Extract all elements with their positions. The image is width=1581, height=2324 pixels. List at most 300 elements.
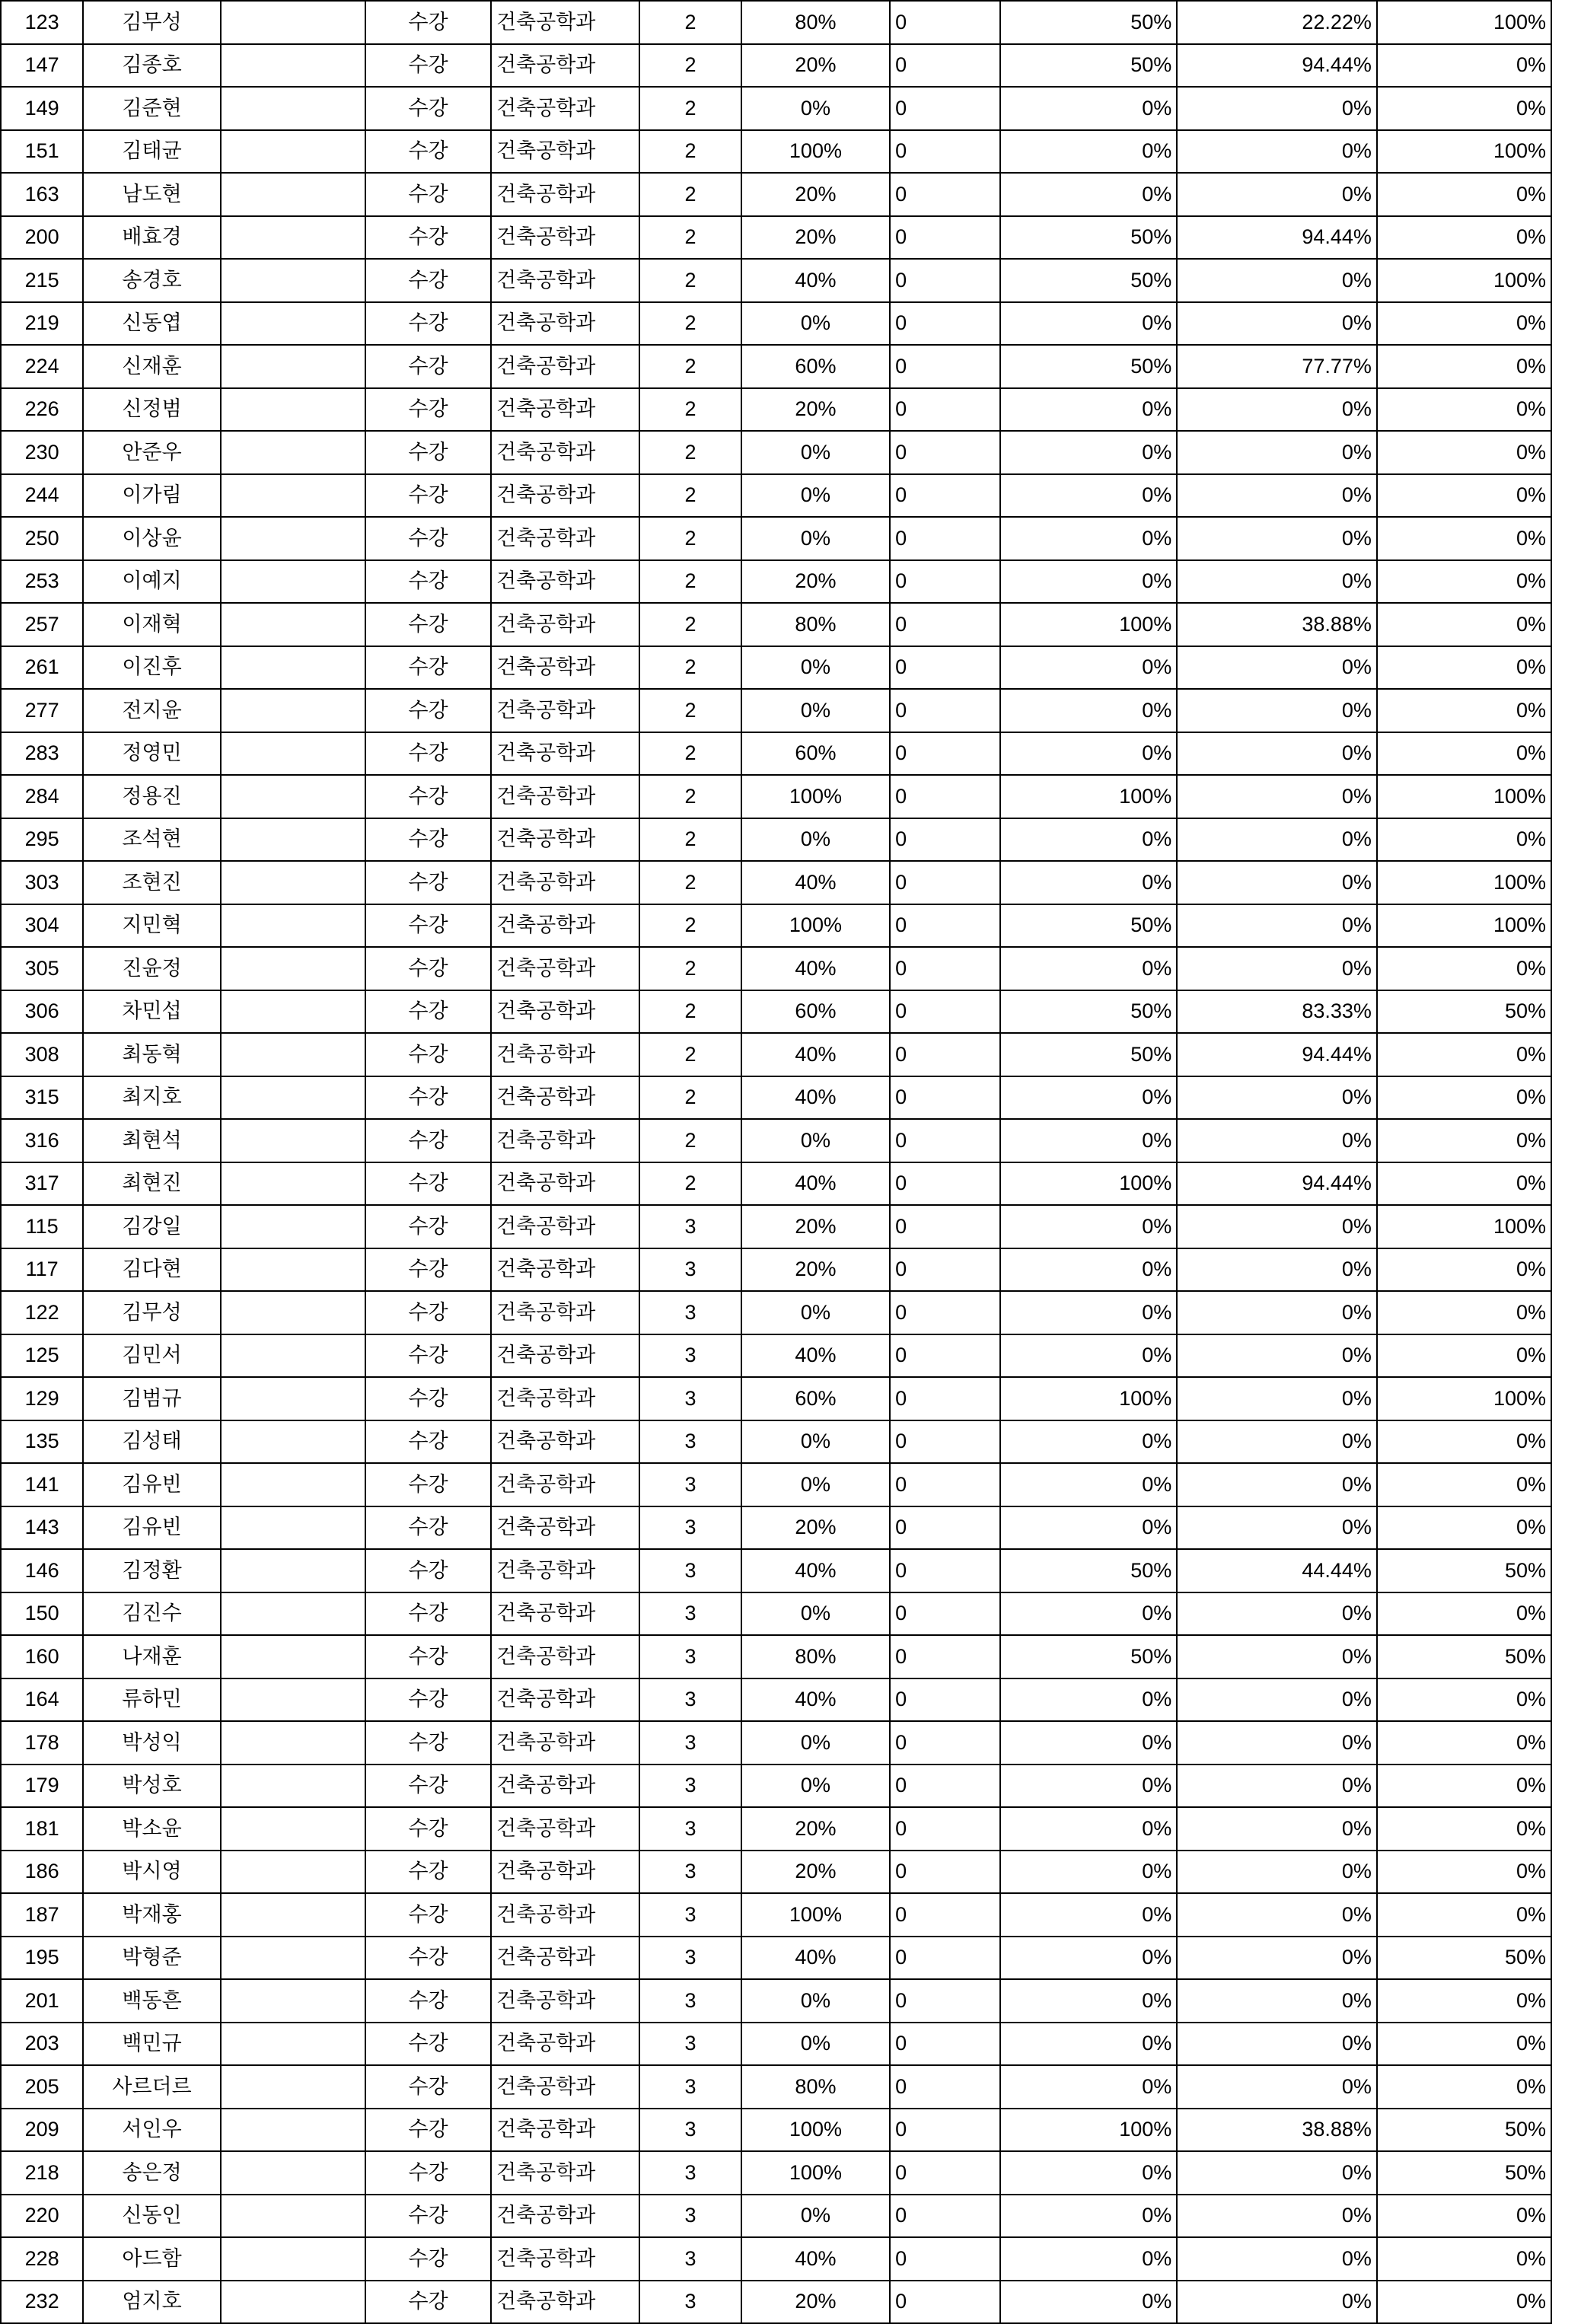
memo-cell [221, 2195, 365, 2238]
grade-year-cell: 3 [639, 1721, 741, 1765]
student-name-cell: 최지호 [83, 1076, 221, 1120]
department-cell: 건축공학과 [491, 1549, 639, 1592]
table-row [1, 1678, 1551, 1722]
assignment-rate-cell: 0% [1000, 130, 1177, 174]
table-row [1, 1119, 1551, 1162]
memo-cell [221, 345, 365, 388]
exam-rate-cell: 0% [1377, 1592, 1551, 1636]
department-cell: 건축공학과 [491, 775, 639, 818]
exam-rate-cell: 50% [1377, 1937, 1551, 1980]
student-id-cell: 244 [1, 474, 83, 518]
student-id-cell: 316 [1, 1119, 83, 1162]
score-cell: 0 [890, 947, 1000, 990]
enrollment-status-cell: 수강 [365, 1377, 491, 1420]
student-name-cell: 이상윤 [83, 517, 221, 560]
memo-cell [221, 1420, 365, 1464]
enrollment-status-cell: 수강 [365, 1291, 491, 1334]
grade-year-cell: 2 [639, 173, 741, 216]
score-cell: 0 [890, 1, 1000, 44]
department-cell: 건축공학과 [491, 130, 639, 174]
quiz-rate-cell: 0% [1177, 1592, 1377, 1636]
student-name-cell: 아드함 [83, 2237, 221, 2281]
exam-rate-cell: 0% [1377, 1334, 1551, 1378]
memo-cell [221, 1807, 365, 1851]
assignment-rate-cell: 0% [1000, 1248, 1177, 1292]
table-row [1, 44, 1551, 88]
department-cell: 건축공학과 [491, 302, 639, 346]
grade-year-cell: 2 [639, 861, 741, 904]
student-id-cell: 283 [1, 732, 83, 776]
grade-year-cell: 2 [639, 775, 741, 818]
table-row [1, 1291, 1551, 1334]
attendance-rate-cell: 0% [741, 302, 890, 346]
quiz-rate-cell: 77.77% [1177, 345, 1377, 388]
department-cell: 건축공학과 [491, 1506, 639, 1550]
enrollment-status-cell: 수강 [365, 1937, 491, 1980]
student-name-cell: 신재훈 [83, 345, 221, 388]
student-id-cell: 129 [1, 1377, 83, 1420]
grade-year-cell: 3 [639, 2109, 741, 2152]
grade-year-cell: 2 [639, 517, 741, 560]
score-cell: 0 [890, 173, 1000, 216]
quiz-rate-cell: 0% [1177, 302, 1377, 346]
memo-cell [221, 1893, 365, 1937]
grade-year-cell: 3 [639, 1334, 741, 1378]
assignment-rate-cell: 0% [1000, 474, 1177, 518]
student-id-cell: 304 [1, 904, 83, 948]
memo-cell [221, 732, 365, 776]
grade-year-cell: 2 [639, 302, 741, 346]
quiz-rate-cell: 22.22% [1177, 1, 1377, 44]
table-row [1, 517, 1551, 560]
student-name-cell: 김유빈 [83, 1463, 221, 1506]
table-row [1, 1076, 1551, 1120]
student-id-cell: 226 [1, 388, 83, 432]
assignment-rate-cell: 50% [1000, 1549, 1177, 1592]
enrollment-status-cell: 수강 [365, 1851, 491, 1894]
memo-cell [221, 130, 365, 174]
quiz-rate-cell: 0% [1177, 1506, 1377, 1550]
department-cell: 건축공학과 [491, 1678, 639, 1722]
student-id-cell: 125 [1, 1334, 83, 1378]
department-cell: 건축공학과 [491, 1, 639, 44]
enrollment-status-cell: 수강 [365, 1678, 491, 1722]
department-cell: 건축공학과 [491, 216, 639, 260]
attendance-rate-cell: 20% [741, 1248, 890, 1292]
table-row [1, 1506, 1551, 1550]
table-row [1, 775, 1551, 818]
student-name-cell: 김민서 [83, 1334, 221, 1378]
score-cell: 0 [890, 818, 1000, 862]
grade-year-cell: 2 [639, 904, 741, 948]
student-name-cell: 조현진 [83, 861, 221, 904]
assignment-rate-cell: 50% [1000, 1033, 1177, 1076]
student-name-cell: 박형준 [83, 1937, 221, 1980]
table-row [1, 1979, 1551, 2023]
quiz-rate-cell: 0% [1177, 1205, 1377, 1248]
memo-cell [221, 2151, 365, 2195]
assignment-rate-cell: 0% [1000, 1420, 1177, 1464]
department-cell: 건축공학과 [491, 1592, 639, 1636]
enrollment-status-cell: 수강 [365, 345, 491, 388]
enrollment-status-cell: 수강 [365, 1506, 491, 1550]
attendance-rate-cell: 20% [741, 388, 890, 432]
table-row [1, 1248, 1551, 1292]
grade-year-cell: 2 [639, 689, 741, 732]
grade-year-cell: 3 [639, 1377, 741, 1420]
table-row [1, 1549, 1551, 1592]
enrollment-status-cell: 수강 [365, 990, 491, 1034]
student-name-cell: 정영민 [83, 732, 221, 776]
student-id-cell: 261 [1, 646, 83, 690]
attendance-rate-cell: 40% [741, 1678, 890, 1722]
enrollment-status-cell: 수강 [365, 431, 491, 474]
memo-cell [221, 1979, 365, 2023]
table-row [1, 1463, 1551, 1506]
attendance-rate-cell: 20% [741, 1506, 890, 1550]
enrollment-status-cell: 수강 [365, 1420, 491, 1464]
table-row [1, 87, 1551, 130]
attendance-rate-cell: 40% [741, 1033, 890, 1076]
assignment-rate-cell: 50% [1000, 1, 1177, 44]
attendance-rate-cell: 20% [741, 216, 890, 260]
attendance-rate-cell: 60% [741, 990, 890, 1034]
score-cell: 0 [890, 345, 1000, 388]
quiz-rate-cell: 0% [1177, 689, 1377, 732]
student-id-cell: 303 [1, 861, 83, 904]
student-id-cell: 224 [1, 345, 83, 388]
department-cell: 건축공학과 [491, 1721, 639, 1765]
attendance-rate-cell: 0% [741, 1420, 890, 1464]
assignment-rate-cell: 0% [1000, 87, 1177, 130]
exam-rate-cell: 0% [1377, 302, 1551, 346]
student-id-cell: 215 [1, 259, 83, 302]
student-id-cell: 209 [1, 2109, 83, 2152]
department-cell: 건축공학과 [491, 517, 639, 560]
grade-year-cell: 3 [639, 1549, 741, 1592]
exam-rate-cell: 100% [1377, 130, 1551, 174]
memo-cell [221, 2281, 365, 2324]
student-id-cell: 230 [1, 431, 83, 474]
assignment-rate-cell: 0% [1000, 1937, 1177, 1980]
table-row [1, 2023, 1551, 2066]
enrollment-status-cell: 수강 [365, 1549, 491, 1592]
exam-rate-cell: 0% [1377, 1506, 1551, 1550]
student-id-cell: 295 [1, 818, 83, 862]
grade-year-cell: 2 [639, 603, 741, 646]
enrollment-status-cell: 수강 [365, 904, 491, 948]
quiz-rate-cell: 0% [1177, 388, 1377, 432]
grade-year-cell: 2 [639, 259, 741, 302]
memo-cell [221, 904, 365, 948]
student-id-cell: 187 [1, 1893, 83, 1937]
score-cell: 0 [890, 2151, 1000, 2195]
score-cell: 0 [890, 431, 1000, 474]
score-cell: 0 [890, 2109, 1000, 2152]
enrollment-status-cell: 수강 [365, 732, 491, 776]
student-name-cell: 김성태 [83, 1420, 221, 1464]
student-name-cell: 조석현 [83, 818, 221, 862]
department-cell: 건축공학과 [491, 1851, 639, 1894]
attendance-rate-cell: 20% [741, 1807, 890, 1851]
department-cell: 건축공학과 [491, 2151, 639, 2195]
quiz-rate-cell: 0% [1177, 517, 1377, 560]
student-name-cell: 류하민 [83, 1678, 221, 1722]
attendance-rate-cell: 40% [741, 1937, 890, 1980]
exam-rate-cell: 0% [1377, 2023, 1551, 2066]
student-id-cell: 257 [1, 603, 83, 646]
assignment-rate-cell: 100% [1000, 1377, 1177, 1420]
exam-rate-cell: 0% [1377, 474, 1551, 518]
assignment-rate-cell: 0% [1000, 2281, 1177, 2324]
exam-rate-cell: 0% [1377, 1463, 1551, 1506]
quiz-rate-cell: 0% [1177, 2023, 1377, 2066]
memo-cell [221, 1033, 365, 1076]
assignment-rate-cell: 0% [1000, 1979, 1177, 2023]
attendance-rate-cell: 40% [741, 259, 890, 302]
exam-rate-cell: 0% [1377, 1162, 1551, 1206]
table-row [1, 302, 1551, 346]
quiz-rate-cell: 0% [1177, 861, 1377, 904]
score-cell: 0 [890, 1635, 1000, 1678]
exam-rate-cell: 0% [1377, 560, 1551, 604]
assignment-rate-cell: 0% [1000, 2195, 1177, 2238]
attendance-rate-cell: 80% [741, 1, 890, 44]
grade-year-cell: 2 [639, 474, 741, 518]
exam-rate-cell: 0% [1377, 1979, 1551, 2023]
exam-rate-cell: 0% [1377, 1851, 1551, 1894]
grade-year-cell: 2 [639, 44, 741, 88]
assignment-rate-cell: 50% [1000, 904, 1177, 948]
exam-rate-cell: 0% [1377, 732, 1551, 776]
table-row [1, 1, 1551, 44]
assignment-rate-cell: 0% [1000, 388, 1177, 432]
table-row [1, 1721, 1551, 1765]
enrollment-status-cell: 수강 [365, 1162, 491, 1206]
score-cell: 0 [890, 1937, 1000, 1980]
assignment-rate-cell: 0% [1000, 1506, 1177, 1550]
department-cell: 건축공학과 [491, 1162, 639, 1206]
exam-rate-cell: 0% [1377, 1248, 1551, 1292]
assignment-rate-cell: 50% [1000, 216, 1177, 260]
enrollment-status-cell: 수강 [365, 388, 491, 432]
memo-cell [221, 2065, 365, 2109]
quiz-rate-cell: 0% [1177, 904, 1377, 948]
score-cell: 0 [890, 1033, 1000, 1076]
student-name-cell: 김다현 [83, 1248, 221, 1292]
memo-cell [221, 775, 365, 818]
exam-rate-cell: 0% [1377, 1076, 1551, 1120]
quiz-rate-cell: 0% [1177, 732, 1377, 776]
attendance-rate-cell: 0% [741, 2195, 890, 2238]
table-row [1, 1334, 1551, 1378]
enrollment-status-cell: 수강 [365, 1076, 491, 1120]
student-id-cell: 117 [1, 1248, 83, 1292]
grade-year-cell: 3 [639, 1506, 741, 1550]
attendance-rate-cell: 20% [741, 2281, 890, 2324]
assignment-rate-cell: 0% [1000, 1076, 1177, 1120]
assignment-rate-cell: 0% [1000, 1678, 1177, 1722]
enrollment-status-cell: 수강 [365, 1, 491, 44]
department-cell: 건축공학과 [491, 1807, 639, 1851]
department-cell: 건축공학과 [491, 1635, 639, 1678]
attendance-rate-cell: 20% [741, 1205, 890, 1248]
attendance-rate-cell: 100% [741, 2151, 890, 2195]
department-cell: 건축공학과 [491, 603, 639, 646]
grade-year-cell: 3 [639, 1979, 741, 2023]
table-row [1, 1033, 1551, 1076]
enrollment-status-cell: 수강 [365, 2281, 491, 2324]
assignment-rate-cell: 0% [1000, 431, 1177, 474]
memo-cell [221, 388, 365, 432]
quiz-rate-cell: 0% [1177, 1377, 1377, 1420]
grade-year-cell: 2 [639, 130, 741, 174]
exam-rate-cell: 0% [1377, 87, 1551, 130]
table-row [1, 259, 1551, 302]
memo-cell [221, 2237, 365, 2281]
grade-year-cell: 3 [639, 1291, 741, 1334]
enrollment-status-cell: 수강 [365, 1721, 491, 1765]
student-id-cell: 253 [1, 560, 83, 604]
student-id-cell: 306 [1, 990, 83, 1034]
memo-cell [221, 1592, 365, 1636]
score-cell: 0 [890, 216, 1000, 260]
department-cell: 건축공학과 [491, 1076, 639, 1120]
grade-year-cell: 3 [639, 1420, 741, 1464]
assignment-rate-cell: 0% [1000, 517, 1177, 560]
quiz-rate-cell: 0% [1177, 1937, 1377, 1980]
student-name-cell: 이재혁 [83, 603, 221, 646]
student-id-cell: 315 [1, 1076, 83, 1120]
quiz-rate-cell: 0% [1177, 775, 1377, 818]
quiz-rate-cell: 0% [1177, 1420, 1377, 1464]
enrollment-status-cell: 수강 [365, 861, 491, 904]
student-name-cell: 배효경 [83, 216, 221, 260]
grade-year-cell: 3 [639, 2151, 741, 2195]
table-row [1, 130, 1551, 174]
attendance-rate-cell: 80% [741, 1635, 890, 1678]
enrollment-status-cell: 수강 [365, 1033, 491, 1076]
enrollment-status-cell: 수강 [365, 87, 491, 130]
table-row [1, 2151, 1551, 2195]
attendance-rate-cell: 0% [741, 1721, 890, 1765]
assignment-rate-cell: 50% [1000, 1635, 1177, 1678]
grade-year-cell: 3 [639, 1807, 741, 1851]
exam-rate-cell: 0% [1377, 345, 1551, 388]
attendance-rate-cell: 0% [741, 431, 890, 474]
enrollment-status-cell: 수강 [365, 130, 491, 174]
table-row [1, 861, 1551, 904]
quiz-rate-cell: 0% [1177, 1765, 1377, 1808]
exam-rate-cell: 0% [1377, 431, 1551, 474]
grade-year-cell: 2 [639, 732, 741, 776]
student-name-cell: 김진수 [83, 1592, 221, 1636]
quiz-rate-cell: 83.33% [1177, 990, 1377, 1034]
memo-cell [221, 173, 365, 216]
exam-rate-cell: 0% [1377, 517, 1551, 560]
assignment-rate-cell: 0% [1000, 1119, 1177, 1162]
exam-rate-cell: 0% [1377, 2195, 1551, 2238]
department-cell: 건축공학과 [491, 2065, 639, 2109]
table-row [1, 388, 1551, 432]
table-row [1, 1765, 1551, 1808]
score-cell: 0 [890, 775, 1000, 818]
quiz-rate-cell: 0% [1177, 2281, 1377, 2324]
assignment-rate-cell: 0% [1000, 1463, 1177, 1506]
department-cell: 건축공학과 [491, 474, 639, 518]
student-id-cell: 284 [1, 775, 83, 818]
memo-cell [221, 87, 365, 130]
table-row [1, 2109, 1551, 2152]
attendance-rate-cell: 60% [741, 732, 890, 776]
assignment-rate-cell: 0% [1000, 1205, 1177, 1248]
grade-year-cell: 3 [639, 2023, 741, 2066]
department-cell: 건축공학과 [491, 947, 639, 990]
score-cell: 0 [890, 1549, 1000, 1592]
quiz-rate-cell: 0% [1177, 2195, 1377, 2238]
department-cell: 건축공학과 [491, 259, 639, 302]
student-name-cell: 서인우 [83, 2109, 221, 2152]
enrollment-status-cell: 수강 [365, 259, 491, 302]
score-cell: 0 [890, 990, 1000, 1034]
grade-year-cell: 2 [639, 1119, 741, 1162]
exam-rate-cell: 0% [1377, 1291, 1551, 1334]
score-cell: 0 [890, 1248, 1000, 1292]
quiz-rate-cell: 0% [1177, 560, 1377, 604]
quiz-rate-cell: 0% [1177, 2237, 1377, 2281]
student-name-cell: 이예지 [83, 560, 221, 604]
score-cell: 0 [890, 1463, 1000, 1506]
assignment-rate-cell: 0% [1000, 818, 1177, 862]
score-cell: 0 [890, 1807, 1000, 1851]
quiz-rate-cell: 0% [1177, 1334, 1377, 1378]
assignment-rate-cell: 0% [1000, 1893, 1177, 1937]
student-name-cell: 진윤정 [83, 947, 221, 990]
memo-cell [221, 990, 365, 1034]
score-cell: 0 [890, 689, 1000, 732]
attendance-rate-cell: 40% [741, 1334, 890, 1378]
student-name-cell: 박소윤 [83, 1807, 221, 1851]
department-cell: 건축공학과 [491, 2195, 639, 2238]
student-id-cell: 203 [1, 2023, 83, 2066]
score-cell: 0 [890, 646, 1000, 690]
attendance-rate-cell: 20% [741, 173, 890, 216]
department-cell: 건축공학과 [491, 1979, 639, 2023]
exam-rate-cell: 100% [1377, 1, 1551, 44]
exam-rate-cell: 0% [1377, 2281, 1551, 2324]
score-cell: 0 [890, 259, 1000, 302]
score-cell: 0 [890, 517, 1000, 560]
quiz-rate-cell: 94.44% [1177, 1162, 1377, 1206]
grade-year-cell: 2 [639, 1076, 741, 1120]
attendance-rate-cell: 0% [741, 517, 890, 560]
department-cell: 건축공학과 [491, 1937, 639, 1980]
exam-rate-cell: 100% [1377, 904, 1551, 948]
attendance-rate-cell: 0% [741, 87, 890, 130]
exam-rate-cell: 50% [1377, 1549, 1551, 1592]
memo-cell [221, 1549, 365, 1592]
department-cell: 건축공학과 [491, 1205, 639, 1248]
table-row [1, 216, 1551, 260]
student-name-cell: 백민규 [83, 2023, 221, 2066]
quiz-rate-cell: 0% [1177, 1979, 1377, 2023]
score-cell: 0 [890, 1377, 1000, 1420]
enrollment-status-cell: 수강 [365, 173, 491, 216]
memo-cell [221, 1937, 365, 1980]
department-cell: 건축공학과 [491, 2237, 639, 2281]
table-row [1, 431, 1551, 474]
student-id-cell: 250 [1, 517, 83, 560]
